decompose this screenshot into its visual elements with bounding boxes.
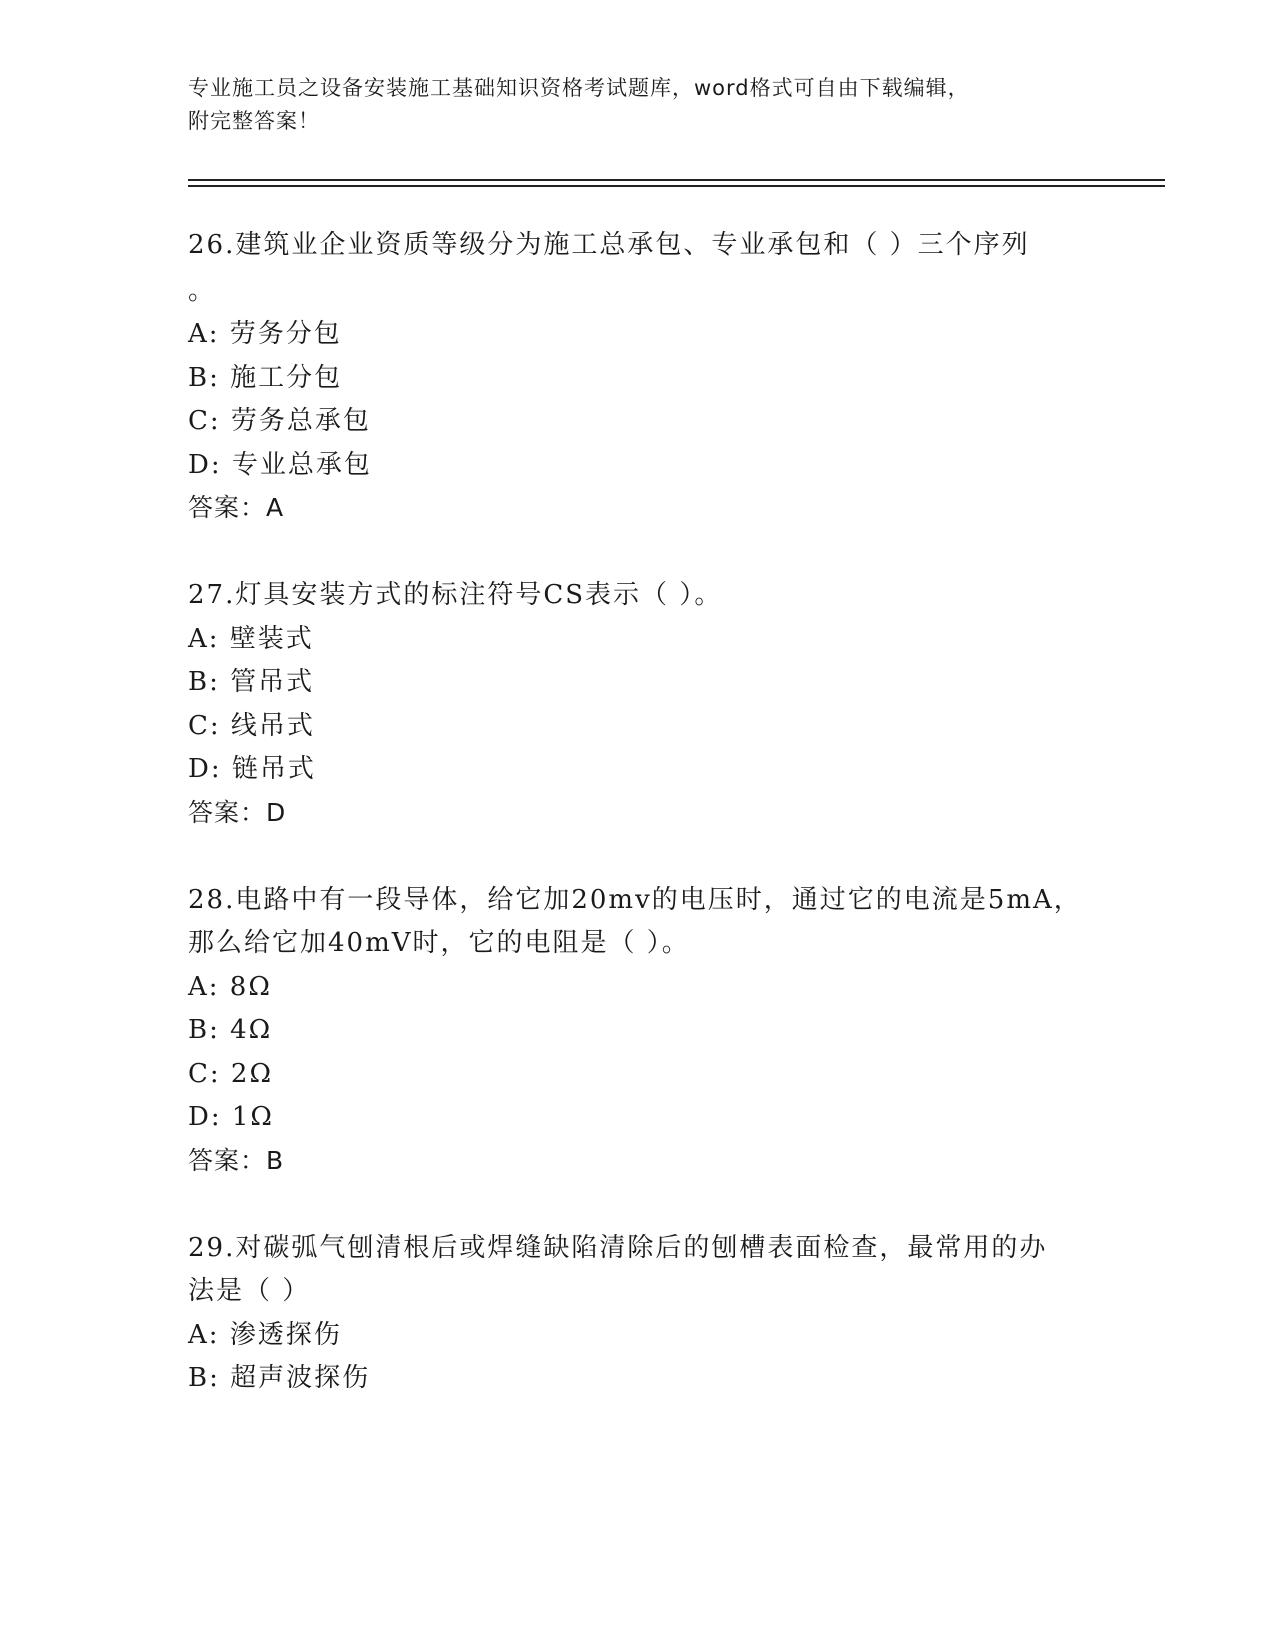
question-27-answer: 答案：D (188, 798, 287, 827)
question-28-answer: 答案：B (188, 1146, 285, 1175)
question-27-option-c: C: 线吊式 (188, 711, 315, 741)
question-26-option-a: A: 劳务分包 (188, 319, 342, 349)
question-26-stem: 26.建筑业企业资质等级分为施工总承包、专业承包和（ ）三个序列 (188, 230, 1030, 260)
question-29-stem-cont: 法是（ ） (188, 1276, 311, 1306)
question-27-option-a: A: 壁装式 (188, 624, 314, 654)
question-28-stem: 28.电路中有一段导体，给它加20mv的电压时，通过它的电流是5mA， (188, 885, 1082, 915)
question-26-stem-cont: 。 (188, 276, 217, 306)
question-29-stem: 29.对碳弧气刨清根后或焊缝缺陷清除后的刨槽表面检查，最常用的办 (188, 1233, 1048, 1263)
question-26-option-d: D: 专业总承包 (188, 450, 372, 480)
question-29-option-b: B: 超声波探伤 (188, 1363, 371, 1393)
question-28-option-d: D: 1Ω (188, 1102, 274, 1132)
question-27-option-d: D: 链吊式 (188, 754, 316, 784)
question-26-option-b: B: 施工分包 (188, 363, 343, 393)
header-line-2: 附完整答案！ (188, 109, 320, 133)
question-28-stem-cont: 那么给它加40mV时，它的电阻是（ ）。 (188, 928, 690, 958)
question-29-option-a: A: 渗透探伤 (188, 1320, 342, 1350)
question-28-option-c: C: 2Ω (188, 1059, 274, 1089)
document-header (188, 72, 1088, 138)
question-26-answer: 答案：A (188, 493, 285, 522)
header-line-1: 专业施工员之设备安装施工基础知识资格考试题库，word格式可自由下载编辑， (188, 76, 970, 100)
header-divider-top (188, 179, 1165, 181)
header-divider-bottom (188, 185, 1165, 187)
question-27-stem: 27.灯具安装方式的标注符号CS表示（ ）。 (188, 580, 723, 610)
question-26-option-c: C: 劳务总承包 (188, 406, 371, 436)
question-28-option-b: B: 4Ω (188, 1015, 273, 1045)
question-27-option-b: B: 管吊式 (188, 667, 315, 697)
question-28-option-a: A: 8Ω (188, 972, 272, 1002)
